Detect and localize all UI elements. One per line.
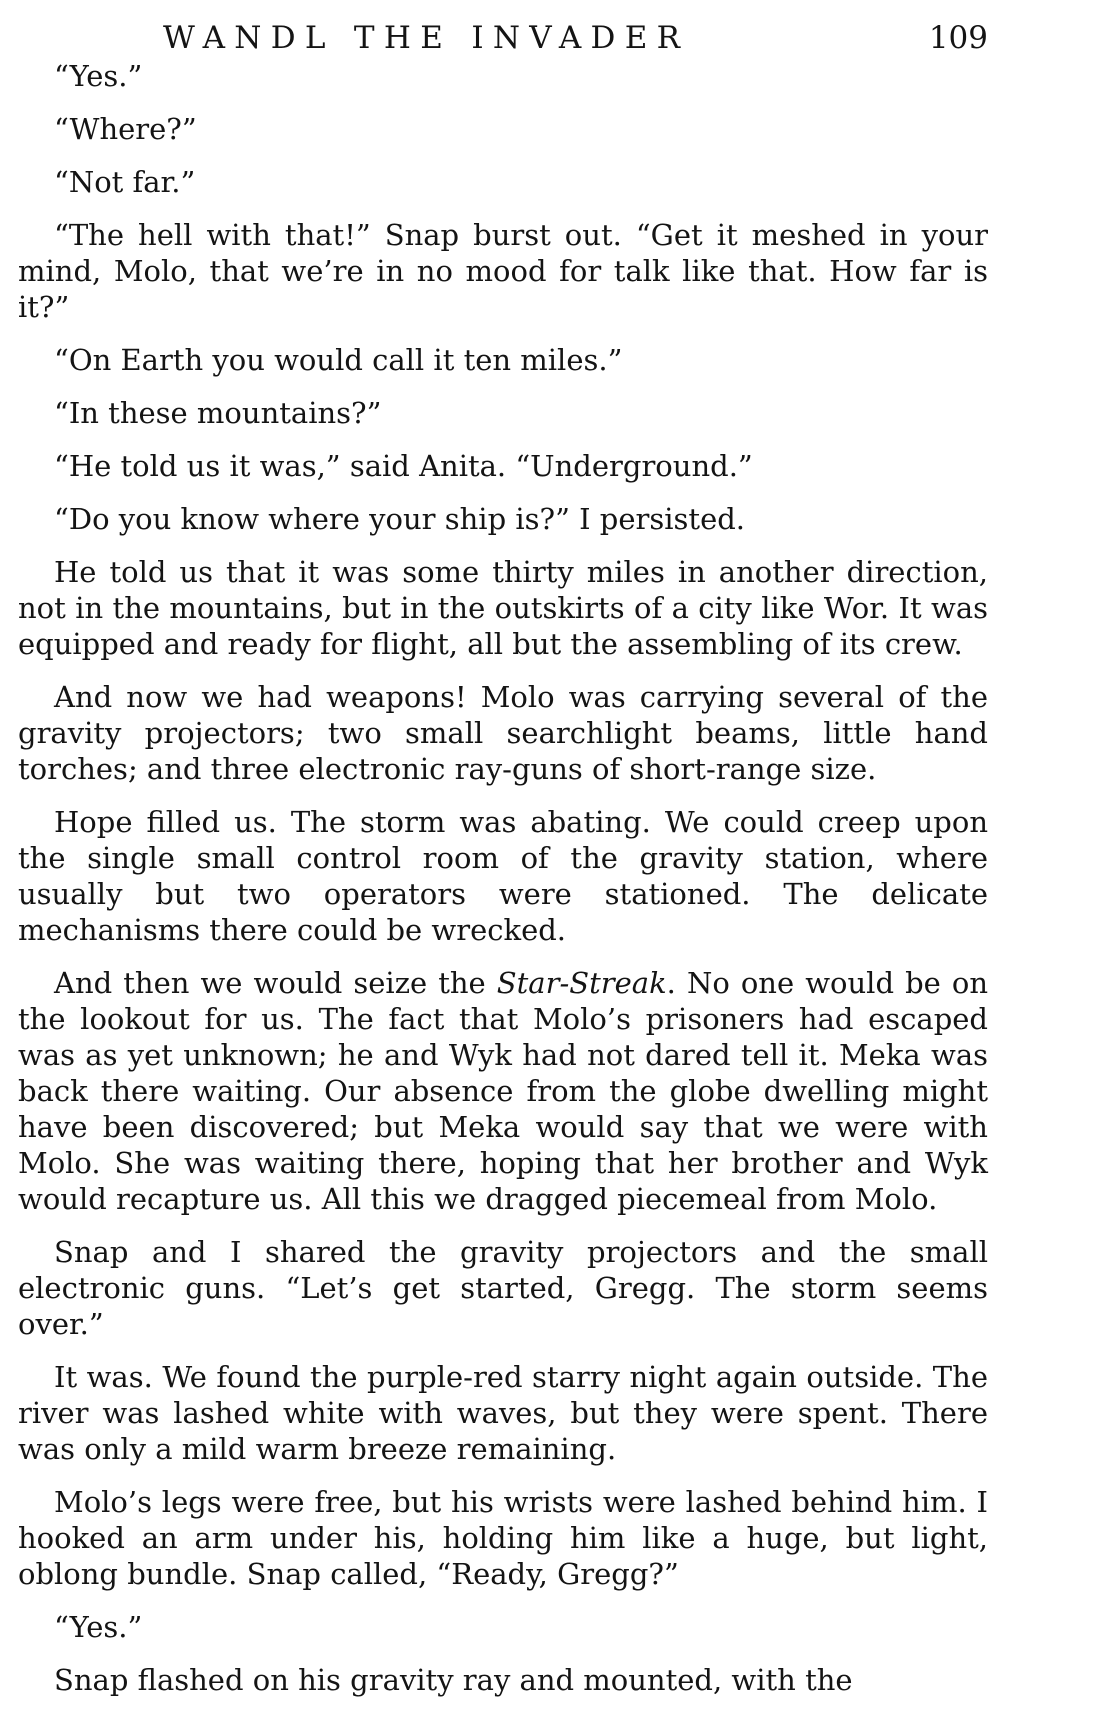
text-span: . No one would be on the lookout for us. The fact that Molo’s prisoners had escaped was as yet unknown; he and Wyk had not dared tell it. Meka was back there waiting. Our absence from the globe dwelling might have been discovered; but Meka would say that we were with Molo. She was waiting there, hoping that her brother and Wyk would recapture us. All this we dragged piecemeal from Molo. — [18, 966, 989, 1216]
page-header — [18, 18, 988, 58]
page-number: 109 — [928, 20, 988, 56]
paragraph: “On Earth you would call it ten miles.” — [54, 343, 623, 377]
running-head: WANDL THE INVADER — [163, 20, 690, 56]
text-span: And then we would seize the — [54, 966, 497, 1000]
paragraph: “The hell with that!” Snap burst out. “Get it meshed in your mind, Molo, that we’re in no mood for talk like that. How far is it?” — [18, 218, 988, 324]
paragraph: “He told us it was,” said Anita. “Underground.” — [54, 449, 753, 483]
paragraph: Molo’s legs were free, but his wrists were lashed behind him. I hooked an arm under his, holding him like a huge, but light, oblong bundle. Snap called, “Ready, Gregg?” — [18, 1485, 988, 1591]
body-text — [18, 58, 988, 1698]
paragraph: “Do you know where your ship is?” I persisted. — [54, 502, 746, 536]
paragraph: “In these mountains?” — [54, 396, 382, 430]
paragraph: “Yes.” — [54, 1610, 143, 1644]
paragraph: “Where?” — [54, 112, 197, 146]
ship-name: Star-Streak — [496, 966, 667, 1000]
paragraph: Snap and I shared the gravity projectors and the small electronic guns. “Let’s get started, Gregg. The storm seems over.” — [18, 1235, 988, 1341]
paragraph: It was. We found the purple-red starry night again outside. The river was lashed white with waves, but they were spent. There was only a mild warm breeze remaining. — [18, 1360, 988, 1466]
paragraph: He told us that it was some thirty miles in another direction, not in the mountains, but in the outskirts of a city like Wor. It was equipped and ready for flight, all but the assembling of its crew. — [18, 555, 988, 661]
paragraph: “Not far.” — [54, 165, 196, 199]
book-page — [18, 8, 988, 1708]
paragraph-star-streak — [18, 965, 988, 1217]
paragraph: And now we had weapons! Molo was carrying several of the gravity projectors; two small searchlight beams, little hand torches; and three electronic ray-guns of short-range size. — [18, 680, 988, 786]
paragraph: Snap flashed on his gravity ray and mounted, with the — [54, 1663, 853, 1697]
paragraph: “Yes.” — [54, 59, 143, 93]
paragraph: Hope filled us. The storm was abating. We could creep upon the single small control room of the gravity station, where usually but two operators were stationed. The delicate mechanisms there could be wrecked. — [18, 805, 988, 947]
